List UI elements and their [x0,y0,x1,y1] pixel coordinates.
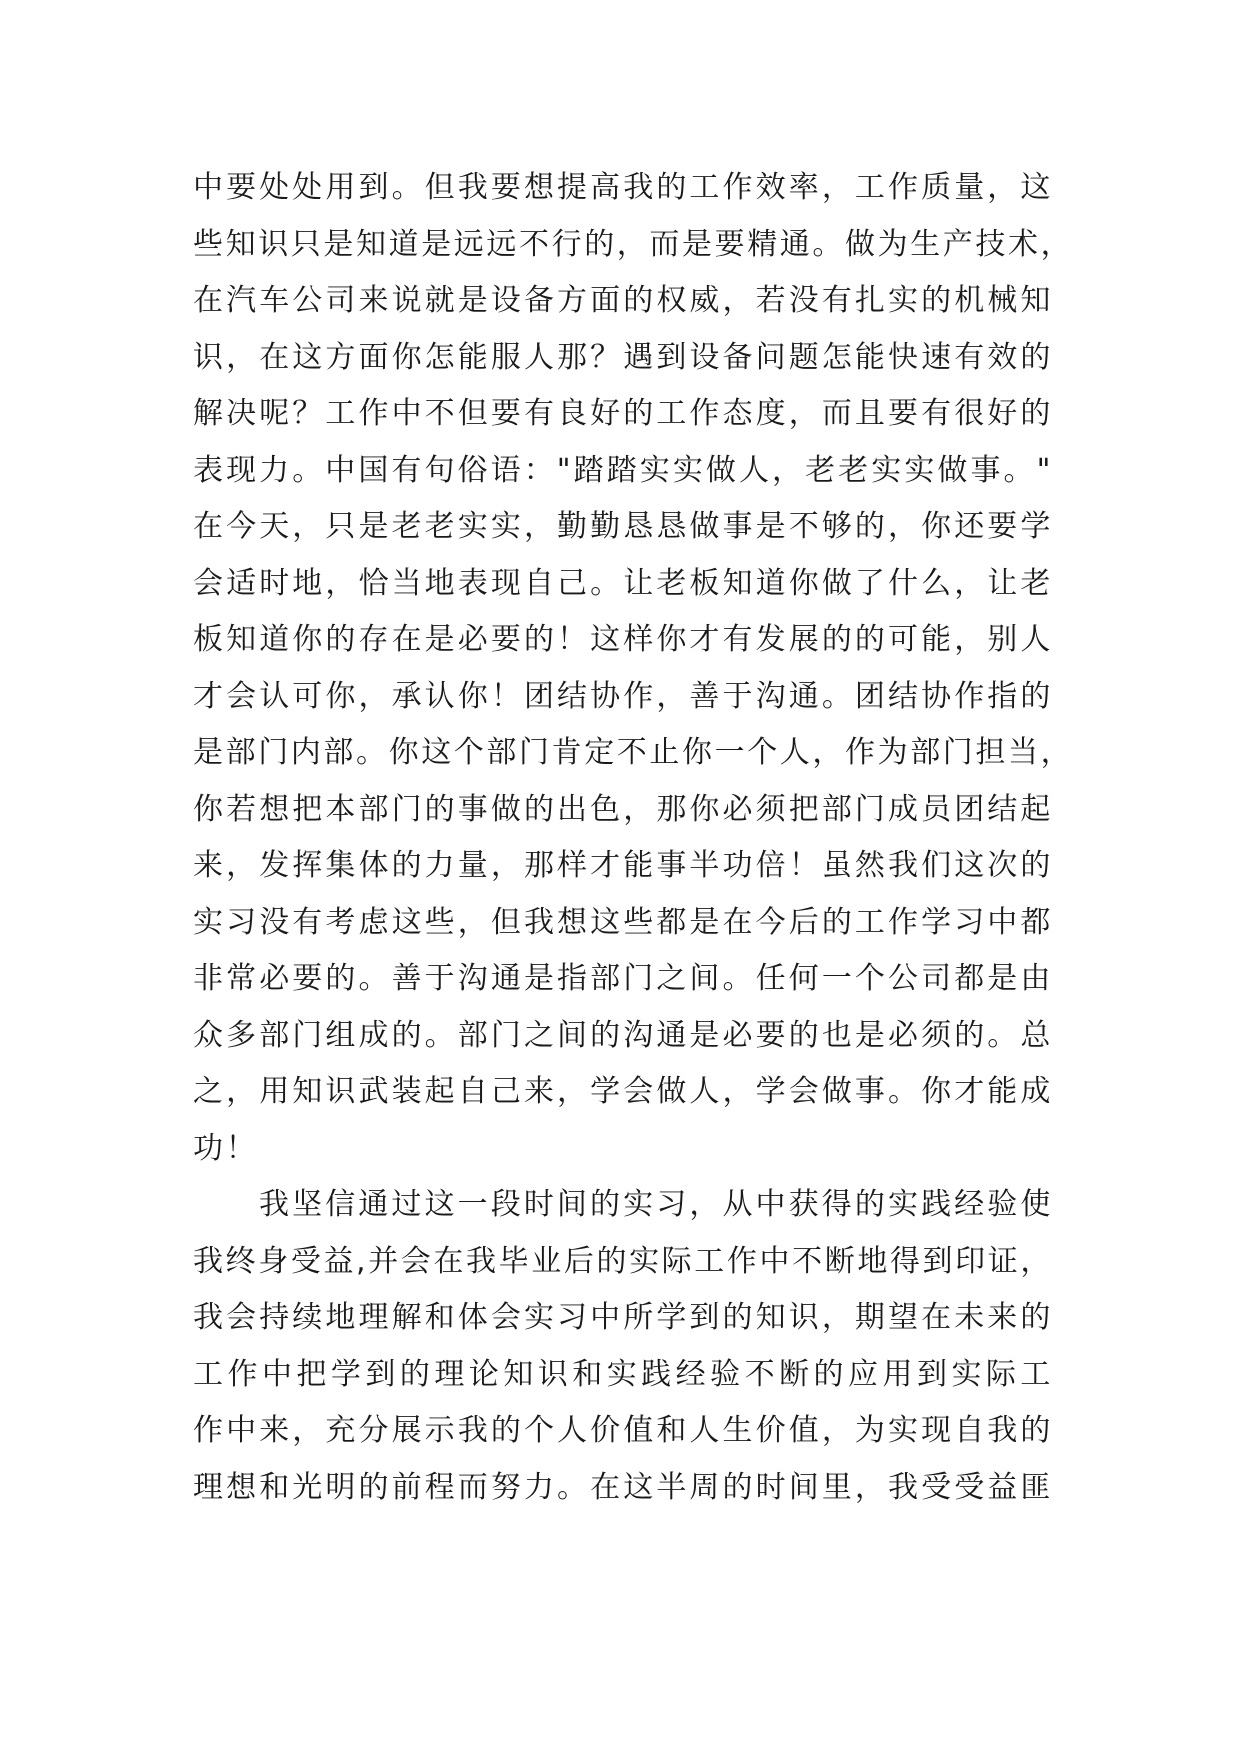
text-line: 是部门内部。你这个部门肯定不止你一个人，作为部门担当， [193,735,1074,770]
paragraph [193,1177,1053,1516]
text-line: 来，发挥集体的力量，那样才能事半功倍！虽然我们这次的 [193,848,1053,883]
text-line: 众多部门组成的。部门之间的沟通是必要的也是必须的。总 [193,1017,1053,1053]
text-line: 会适时地，恰当地表现自己。让老板知道你做了什么，让老 [193,565,1053,601]
text-line: 在今天，只是老老实实，勤勤恳恳做事是不够的，你还要学 [193,509,1053,544]
text-line: 解决呢？工作中不但要有良好的工作态度，而且要有很好的 [193,396,1053,431]
text-line: 中要处处用到。但我要想提高我的工作效率，工作质量，这 [193,170,1053,205]
text-line: 工作中把学到的理论知识和实践经验不断的应用到实际工 [193,1356,1053,1392]
paragraph [193,160,1074,1177]
text-line: 非常必要的。善于沟通是指部门之间。任何一个公司都是由 [193,961,1053,996]
text-line: 些知识只是知道是远远不行的，而是要精通。做为生产技术， [193,226,1074,262]
text-line: 我会持续地理解和体会实习中所学到的知识，期望在未来的 [193,1300,1053,1335]
text-line: 我终身受益,并会在我毕业后的实际工作中不断地得到印证， [193,1243,1053,1279]
text-line: 我坚信通过这一段时间的实习，从中获得的实践经验使 [259,1187,1053,1222]
text-line: 表现力。中国有句俗语："踏踏实实做人，老老实实做事。" [193,452,1053,488]
text-line: 功！ [193,1130,259,1166]
text-line: 实习没有考虑这些，但我想这些都是在今后的工作学习中都 [193,904,1053,940]
text-line: 才会认可你，承认你！团结协作，善于沟通。团结协作指的 [193,678,1053,714]
text-line: 识，在这方面你怎能服人那？遇到设备问题怎能快速有效的 [193,339,1053,375]
text-line: 你若想把本部门的事做的出色，那你必须把部门成员团结起 [193,791,1053,827]
text-line: 理想和光明的前程而努力。在这半周的时间里，我受受益匪 [193,1469,1053,1505]
text-line: 板知道你的存在是必要的！这样你才有发展的的可能，别人 [193,622,1053,657]
text-line: 之，用知识武装起自己来，学会做人，学会做事。你才能成 [193,1074,1053,1109]
text-line: 作中来，充分展示我的个人价值和人生价值，为实现自我的 [193,1413,1053,1448]
body-text [193,160,1074,1516]
text-line: 在汽车公司来说就是设备方面的权威，若没有扎实的机械知 [193,283,1053,318]
